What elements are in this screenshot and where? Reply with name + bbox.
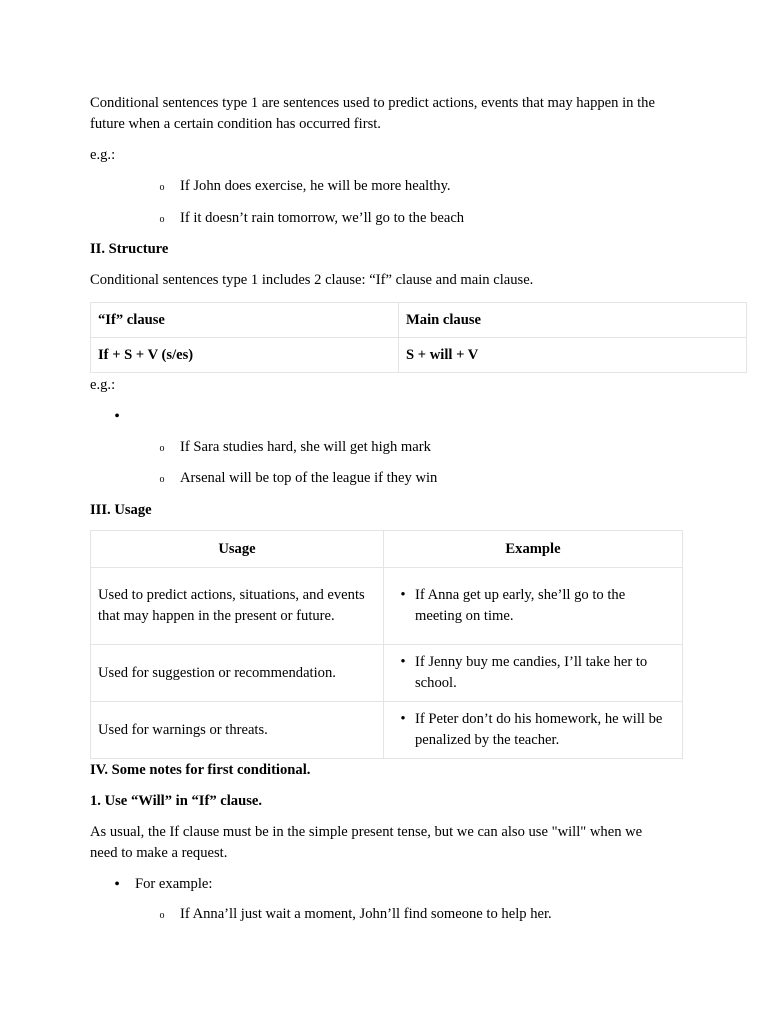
circle-bullet-icon: o — [159, 910, 165, 921]
circle-bullet-icon: o — [159, 474, 165, 485]
usage-cell: Used for suggestion or recommendation. — [91, 645, 384, 702]
bullet-icon: • — [400, 711, 406, 727]
table-cell: If + S + V (s/es) — [91, 338, 399, 373]
usage-cell: Used for warnings or threats. — [91, 702, 384, 759]
table-header-cell: Main clause — [399, 303, 747, 338]
example-cell — [384, 568, 683, 645]
circle-bullet-icon: o — [159, 214, 165, 225]
example-item: If John does exercise, he will be more healthy. — [180, 178, 451, 194]
structure-text: Conditional sentences type 1 includes 2 clause: “If” clause and main clause. — [90, 272, 534, 288]
example-text: If Anna get up early, she’ll go to the meeting on time. — [415, 587, 626, 624]
circle-bullet-icon: o — [159, 443, 165, 454]
usage-table — [90, 530, 683, 759]
notes-heading: IV. Some notes for first conditional. — [90, 762, 311, 778]
example-item: If it doesn’t rain tomorrow, we’ll go to the beach — [180, 210, 465, 226]
bullet-icon: • — [114, 408, 120, 425]
bullet-icon: • — [400, 654, 406, 670]
example-cell — [384, 645, 683, 702]
structure-heading: II. Structure — [90, 241, 169, 257]
bullet-icon: • — [400, 587, 406, 603]
eg-label: e.g.: — [90, 147, 116, 163]
table-header-cell: Usage — [91, 531, 384, 568]
structure-table — [90, 302, 747, 373]
eg-label: e.g.: — [90, 377, 116, 393]
table-header-cell: Example — [384, 531, 683, 568]
usage-cell: Used to predict actions, situations, and events that may happen in the present or future. — [91, 568, 384, 645]
bullet-icon: • — [114, 876, 120, 893]
example-item: Arsenal will be top of the league if they win — [180, 470, 438, 486]
notes-bullet: For example: — [135, 876, 213, 892]
circle-bullet-icon: o — [159, 182, 165, 193]
usage-heading: III. Usage — [90, 502, 152, 518]
notes-paragraph: As usual, the If clause must be in the simple present tense, but we can also use "will" when we need to make a request. — [90, 824, 643, 861]
intro-paragraph: Conditional sentences type 1 are sentences used to predict actions, events that may happen in the future when a certain condition has occurred first. — [90, 95, 655, 132]
example-text: If Peter don’t do his homework, he will be penalized by the teacher. — [415, 711, 663, 748]
example-cell — [384, 702, 683, 759]
table-cell: S + will + V — [399, 338, 747, 373]
example-item: If Anna’ll just wait a moment, John’ll find someone to help her. — [180, 906, 552, 922]
table-header-cell: “If” clause — [91, 303, 399, 338]
notes-subheading: 1. Use “Will” in “If” clause. — [90, 793, 263, 809]
example-item: If Sara studies hard, she will get high mark — [180, 439, 431, 455]
example-text: If Jenny buy me candies, I’ll take her to school. — [415, 654, 648, 691]
